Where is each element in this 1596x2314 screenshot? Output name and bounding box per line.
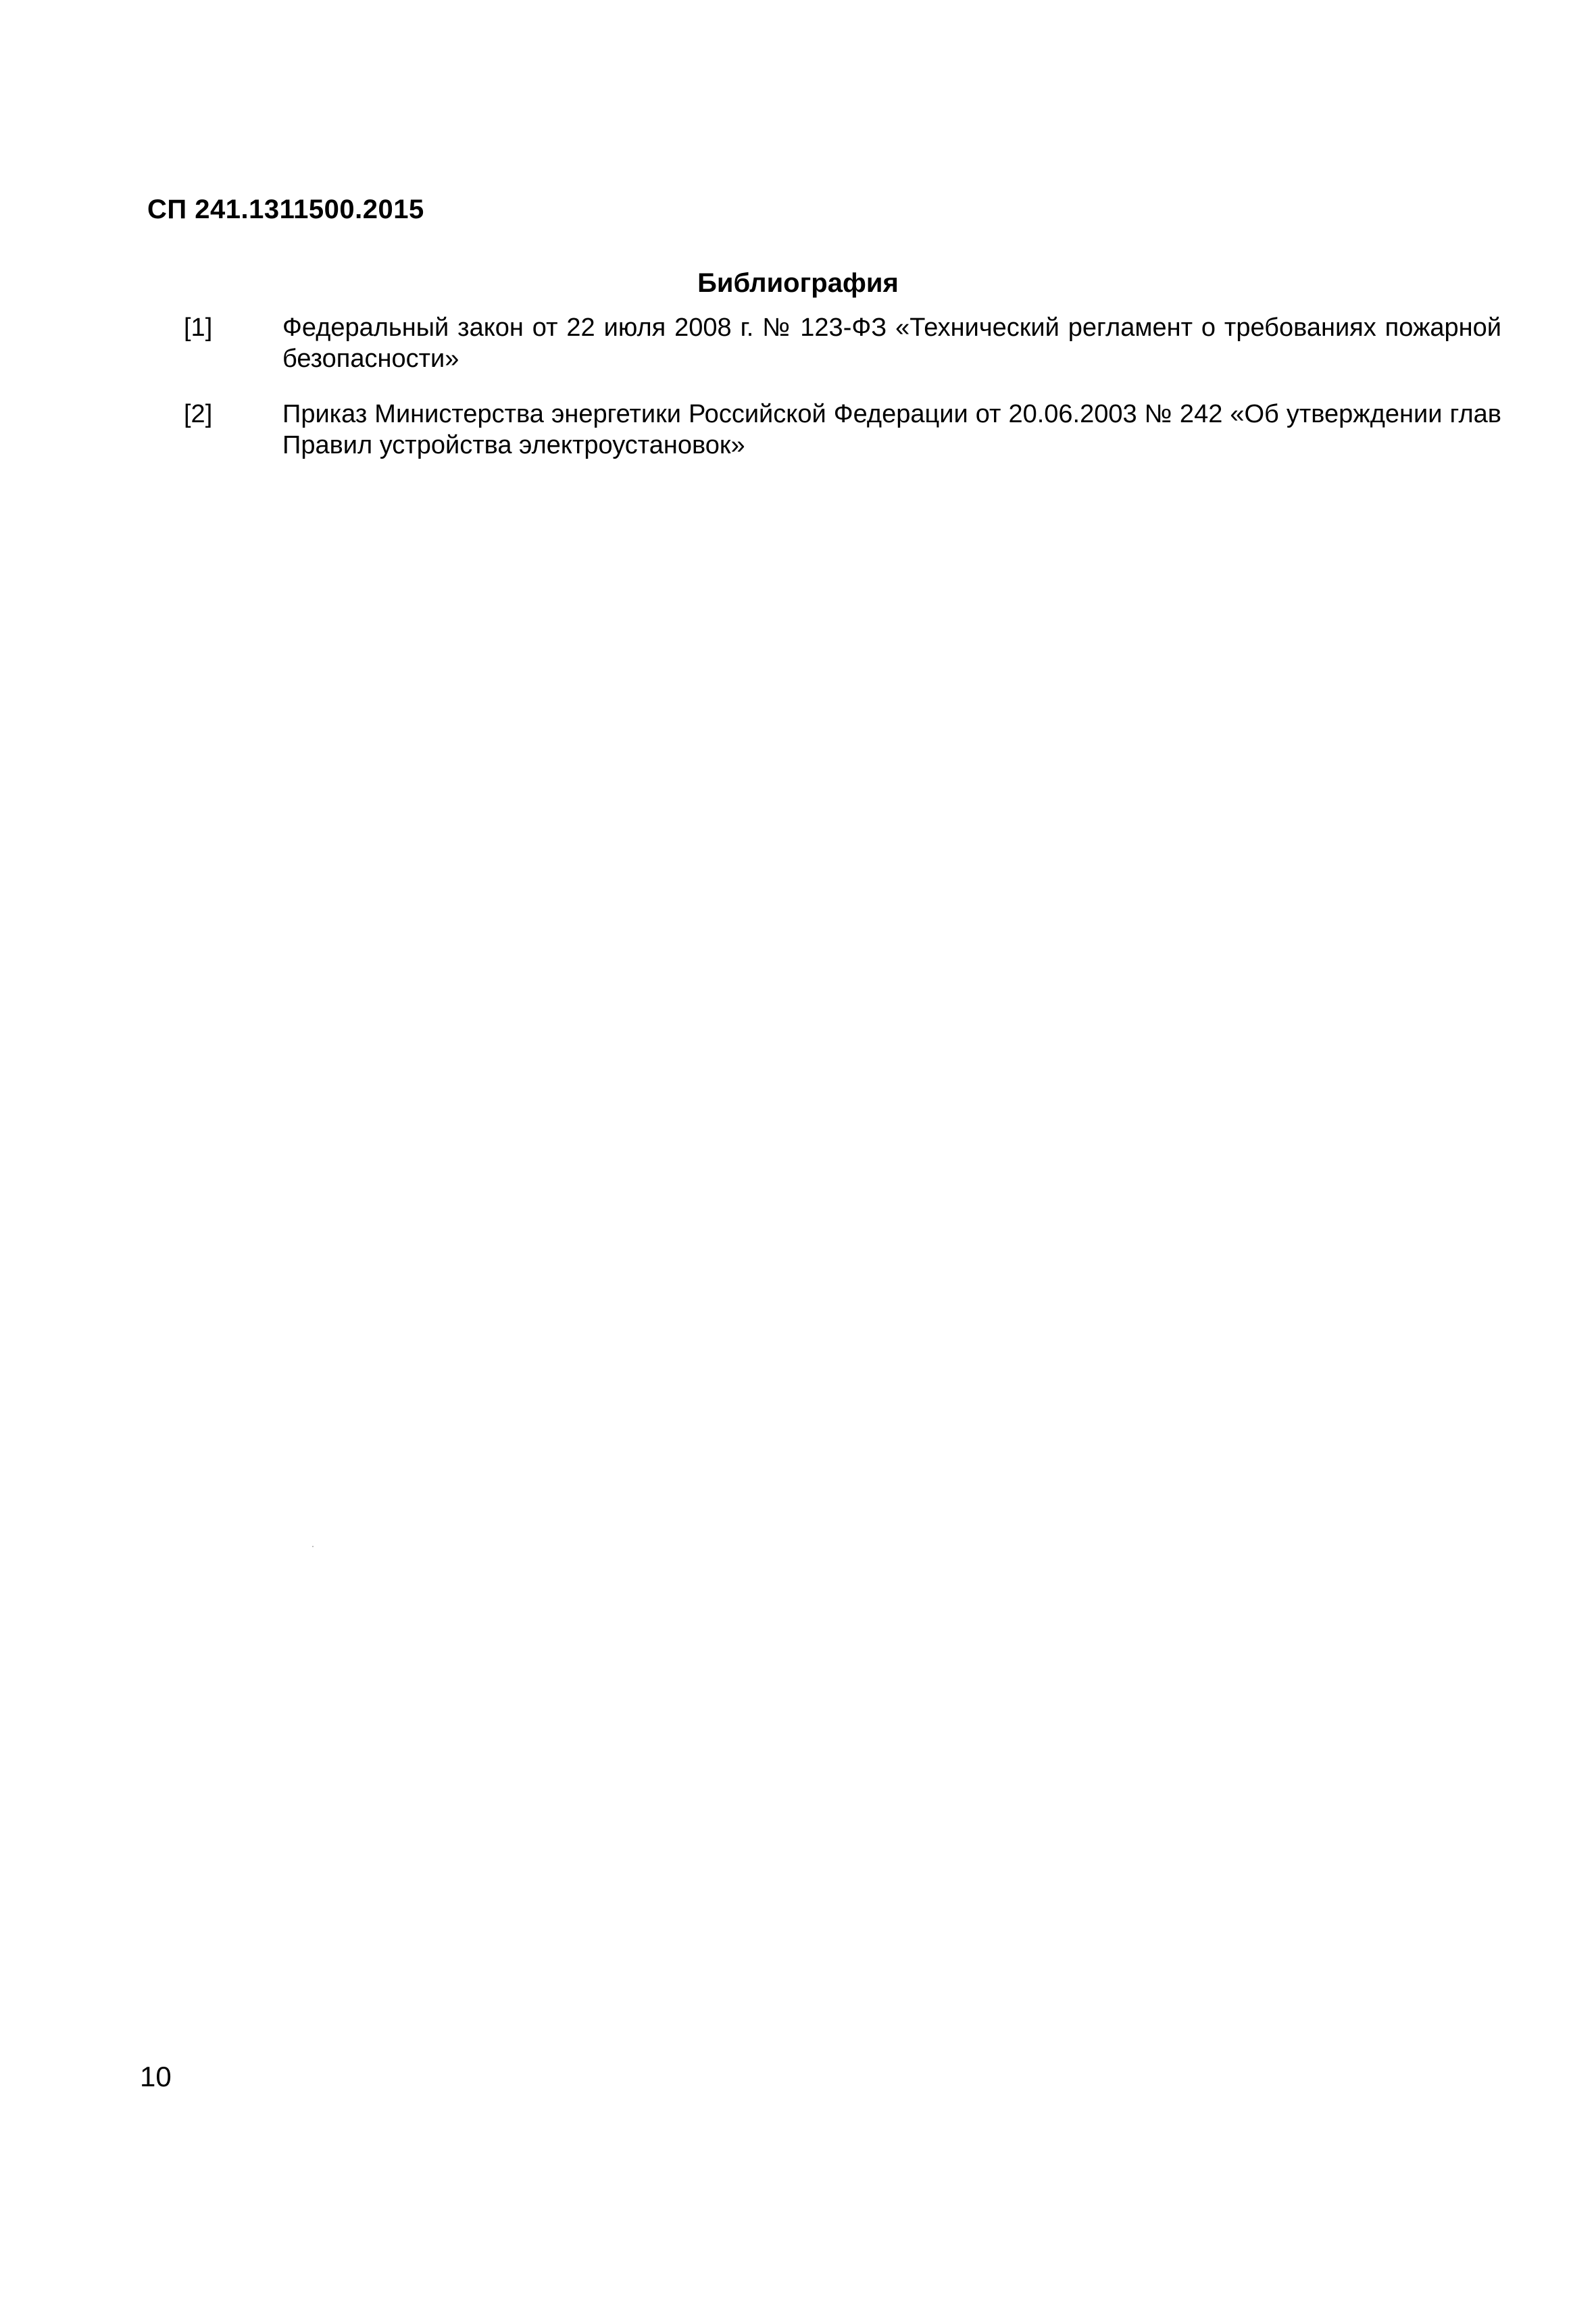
section-title: Библиография [697,268,899,298]
bibliography-item-text: Федеральный закон от 22 июля 2008 г. № 123-ФЗ «Технический регламент о требованиях пожарной безопасности» [282,313,1501,373]
bibliography-item-number: [2] [184,400,213,428]
page-number: 10 [140,2061,172,2092]
document-code: СП 241.1311500.2015 [147,195,424,224]
bibliography-item-text: Приказ Министерства энергетики Российской Федерации от 20.06.2003 № 242 «Об утверждении глав Правил устройства электроустановок» [282,400,1501,459]
scan-speck [312,1546,314,1547]
bibliography-item-number: [1] [184,313,213,342]
